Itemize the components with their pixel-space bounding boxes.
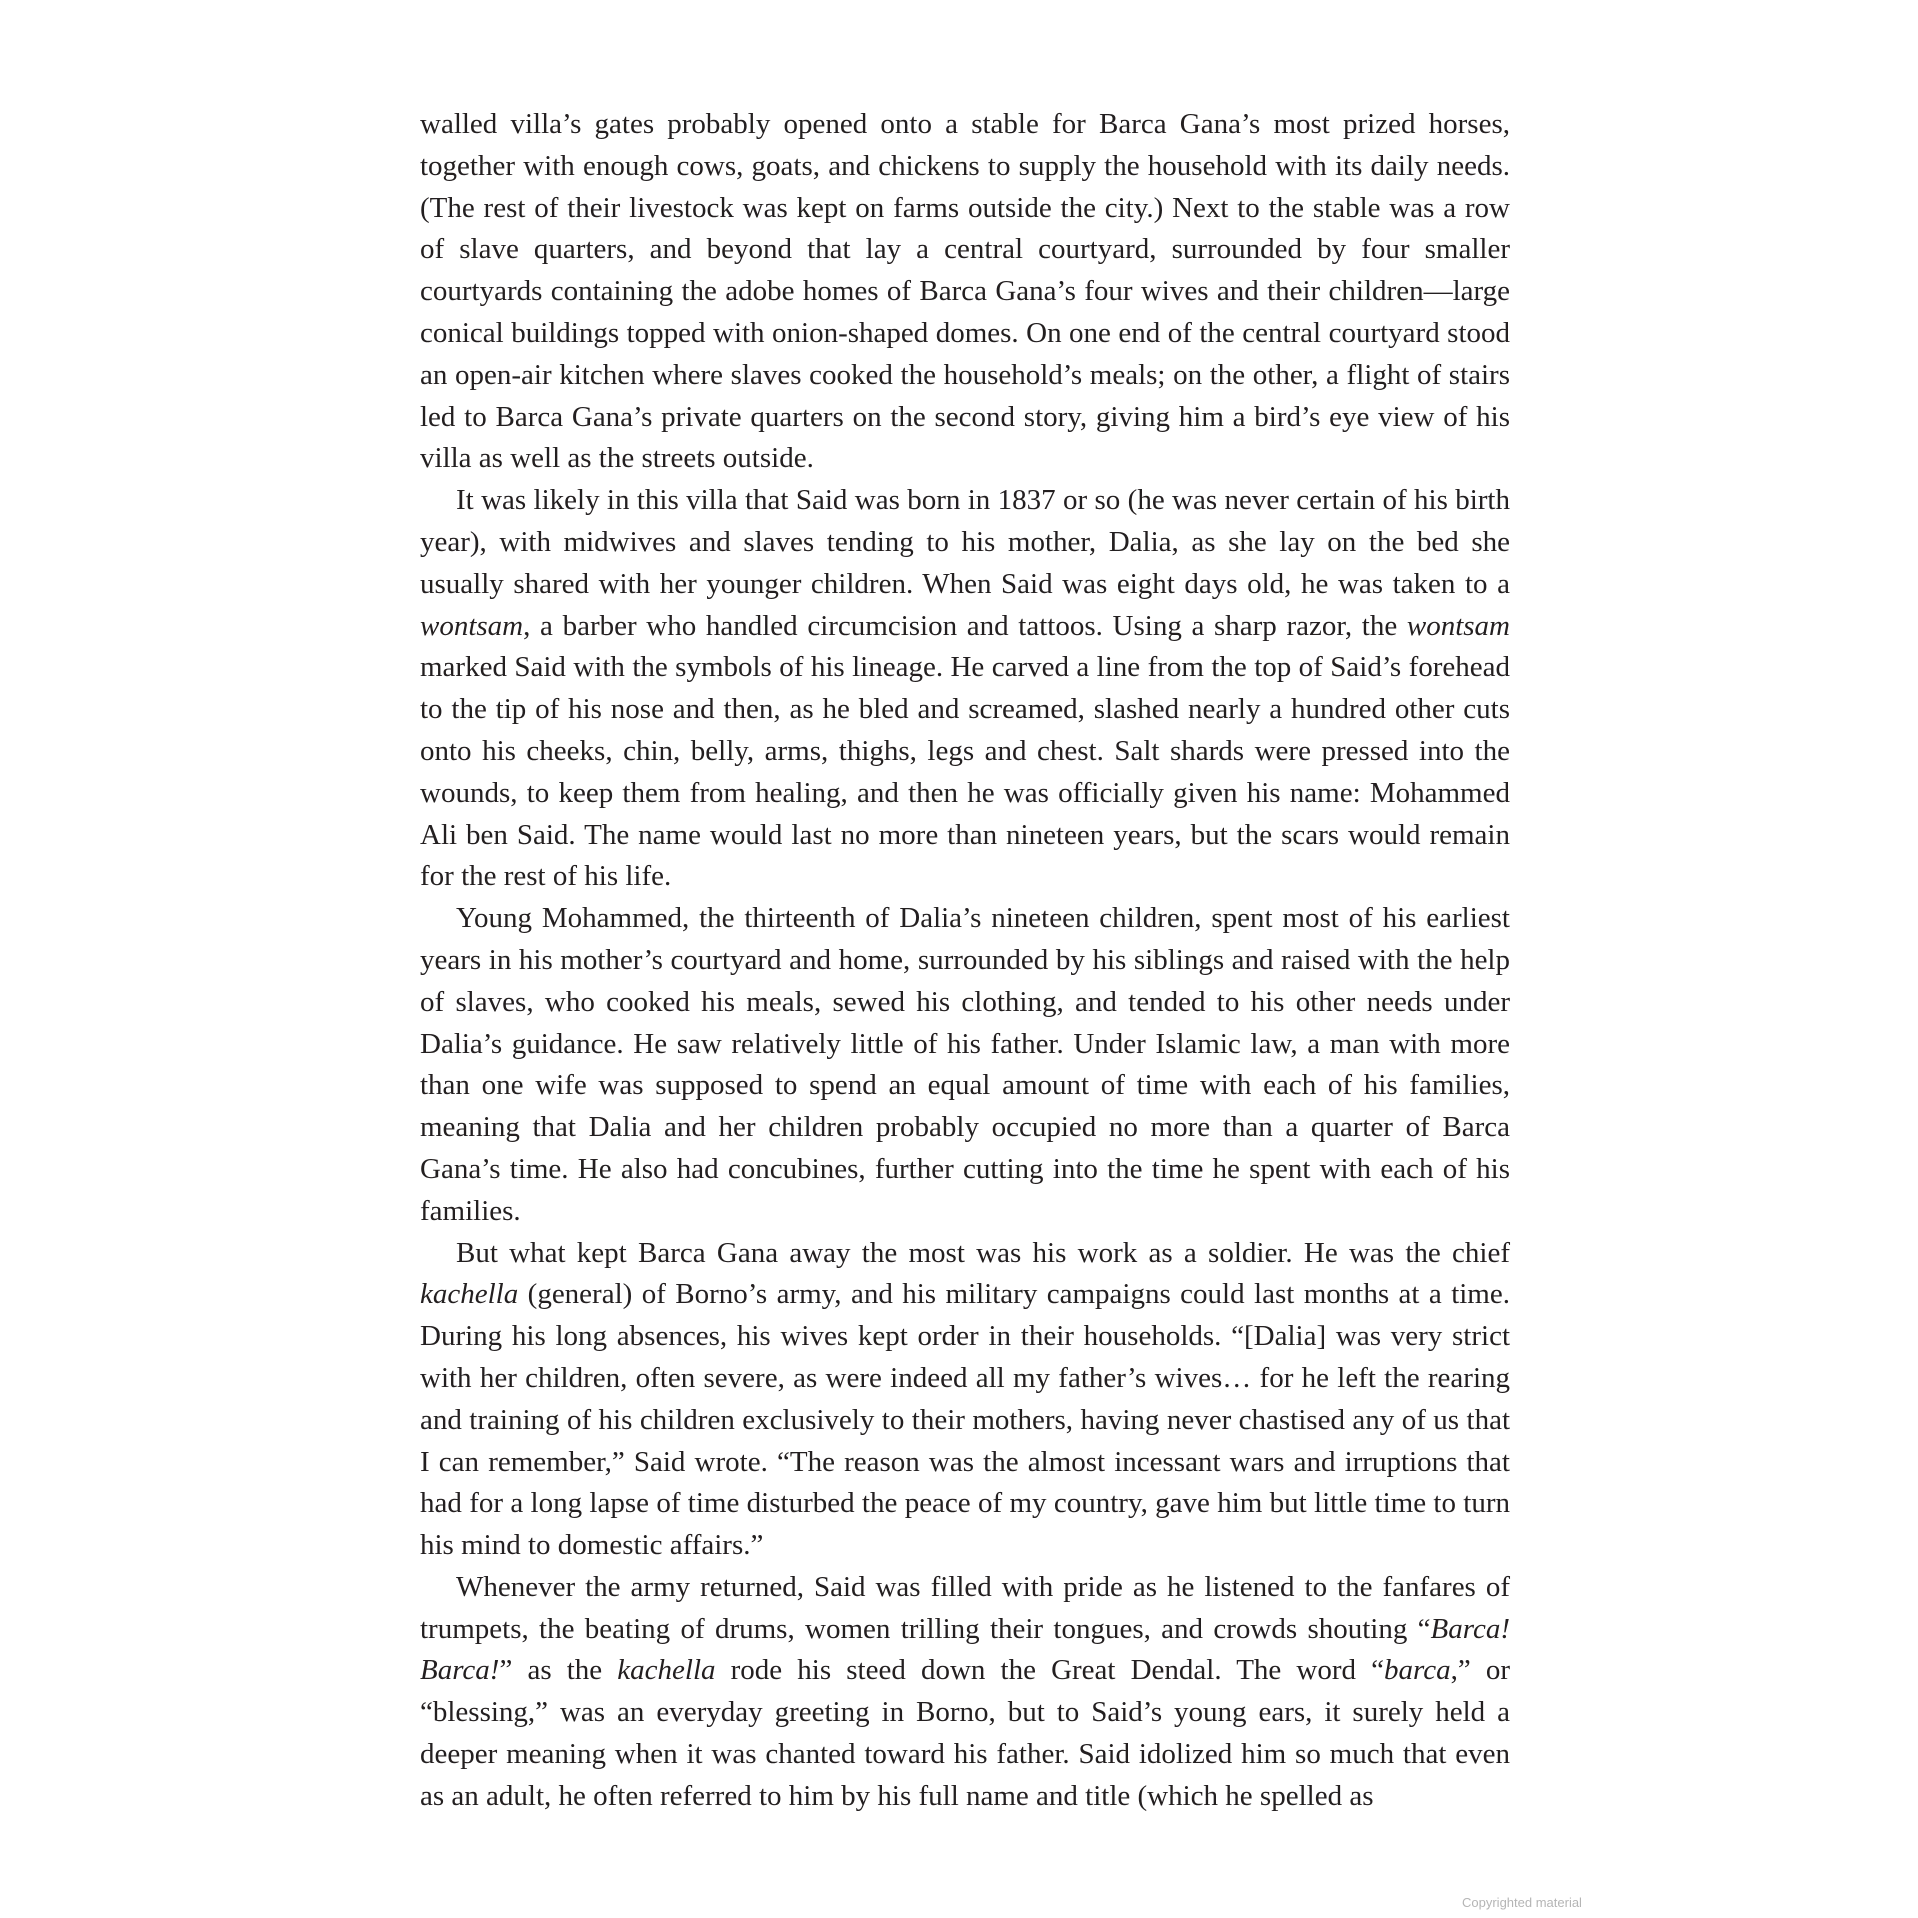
paragraph xyxy=(420,1567,1510,1818)
text-run: Whenever the army returned, Said was filled with pride as he listened to the fanfares of trumpets, the beating of drums, women trilling their tongues, and crowds shouting “ xyxy=(420,1570,1510,1645)
italic-text: wontsam xyxy=(1406,609,1510,642)
italic-text: kachella xyxy=(617,1654,716,1687)
copyright-watermark: Copyrighted material xyxy=(1462,1895,1582,1910)
text-run: ” as the xyxy=(499,1654,618,1687)
italic-text: barca xyxy=(1384,1654,1451,1687)
paragraph xyxy=(420,104,1510,480)
paragraph xyxy=(420,480,1510,898)
text-run: marked Said with the symbols of his lineage. He carved a line from the top of Said’s forehead to the tip of his nose and then, as he bled and screamed, slashed nearly a hundred other cuts onto his cheeks, chin, belly, arms, thighs, legs and chest. Salt shards were pressed into the wounds, to keep them from healing, and then he was officially given his name: Mohammed Ali ben Said. The name would last no more than nineteen years, but the scars would remain for the rest of his life. xyxy=(420,651,1510,893)
paragraph xyxy=(420,1233,1510,1567)
text-run: walled villa’s gates probably opened onto a stable for Barca Gana’s most prized horses, together with enough cows, goats, and chickens to supply the household with its daily needs. (The rest of their livestock was kept on farms outside the city.) Next to the stable was a row of slave quarters, and beyond that lay a central courtyard, surrounded by four smaller courtyards containing the adobe homes of Barca Gana’s four wives and their children—large conical buildings topped with onion-shaped domes. On one end of the central courtyard stood an open-air kitchen where slaves cooked the household’s meals; on the other, a flight of stairs led to Barca Gana’s private quarters on the second story, giving him a bird’s eye view of his villa as well as the streets outside. xyxy=(420,108,1510,475)
italic-text: wontsam xyxy=(420,609,524,642)
text-run: , a barber who handled circumcision and tattoos. Using a sharp razor, the xyxy=(523,609,1407,642)
text-run: But what kept Barca Gana away the most was his work as a soldier. He was the chief xyxy=(456,1236,1510,1269)
book-page-body xyxy=(420,104,1510,1818)
italic-text: Barca! Barca! xyxy=(420,1612,1510,1687)
text-run: ,” or “blessing,” was an everyday greeting in Borno, but to Said’s young ears, it surely held a deeper meaning when it was chanted toward his father. Said idolized him so much that even as an adult, he often referred to him by his full name and title (which he spelled as xyxy=(420,1654,1510,1812)
text-run: rode his steed down the Great Dendal. The word “ xyxy=(715,1654,1384,1687)
paragraph xyxy=(420,898,1510,1232)
text-run: It was likely in this villa that Said was born in 1837 or so (he was never certain of his birth year), with midwives and slaves tending to his mother, Dalia, as she lay on the bed she usually shared with her younger children. When Said was eight days old, he was taken to a xyxy=(420,484,1510,600)
text-run: Young Mohammed, the thirteenth of Dalia’s nineteen children, spent most of his earliest years in his mother’s courtyard and home, surrounded by his siblings and raised with the help of slaves, who cooked his meals, sewed his clothing, and tended to his other needs under Dalia’s guidance. He saw relatively little of his father. Under Islamic law, a man with more than one wife was supposed to spend an equal amount of time with each of his families, meaning that Dalia and her children probably occupied no more than a quarter of Barca Gana’s time. He also had concubines, further cutting into the time he spent with each of his families. xyxy=(420,902,1510,1227)
italic-text: kachella xyxy=(420,1278,519,1311)
text-run: (general) of Borno’s army, and his military campaigns could last months at a time. During his long absences, his wives kept order in their households. “[Dalia] was very strict with her children, often severe, as were indeed all my father’s wives… for he left the rearing and training of his children exclusively to their mothers, having never chastised any of us that I can remember,” Said wrote. “The reason was the almost incessant wars and irruptions that had for a long lapse of time disturbed the peace of my country, gave him but little time to turn his mind to domestic affairs.” xyxy=(420,1278,1510,1562)
